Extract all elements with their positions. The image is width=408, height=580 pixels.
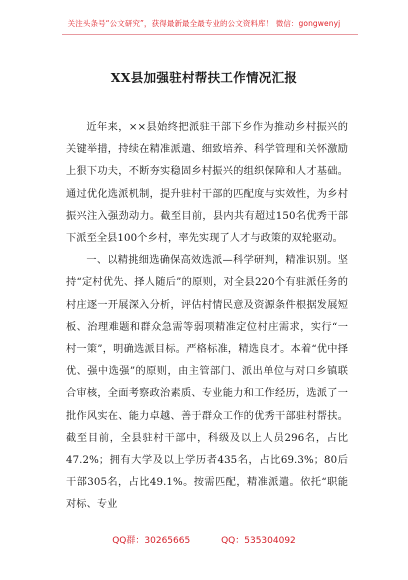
header-divider bbox=[62, 34, 358, 35]
paragraph: 近年来，××县始终把派驻干部下乡作为推动乡村振兴的关键举措，持续在精准派遣、细致培养、科学管理和关怀激励上狠下功夫，不断夯实稳固乡村振兴的组织保障和人才基础。通过优化选派机制，提升驻村干部的匹配度与实效性，为乡村振兴注入强劲动力。截至目前，县内共有超过150名优秀干部下派至全县100个乡村，率先实现了人才与政策的双轮驱动。 bbox=[66, 122, 348, 245]
footer-qq: QQ：535304092 bbox=[221, 536, 296, 546]
document-body bbox=[66, 117, 348, 517]
document-title: XX县加强驻村帮扶工作情况汇报 bbox=[110, 70, 298, 85]
footer-contacts bbox=[0, 533, 408, 546]
header-note: 关注头条号“公文研究”，获得最新最全最专业的公文资料库！ 微信：gongwenyj bbox=[67, 19, 341, 28]
paragraph: 一、以精挑细选确保高效选派—科学研判，精准识别。坚持“定村优先、择人随后”的原则，对全县220个有驻派任务的村庄逐一开展深入分析，评估村情民意及资源条件根据发展短板、治理难题和群众急需等弱项精准定位村庄需求，实行“一村一策”，明确选派目标。严格标准，精选良才。本着“优中择优、强中选强”的原则，由主管部门、派出单位与对口乡镇联合审核，全面考察政治素质、专业能力和工作经历，选派了一批作风实在、能力卓越、善于群众工作的优秀干部驻村帮扶。截至目前，全县驻村干部中，科级及以上人员296名，占比47.2%；拥有大学及以上学历者435名，占比69.3%；80后干部305名，占比49.1%。按需匹配，精准派遣。依托“职能对标、专业 bbox=[66, 255, 348, 511]
footer-qq-group: QQ群：30265665 bbox=[112, 536, 191, 546]
